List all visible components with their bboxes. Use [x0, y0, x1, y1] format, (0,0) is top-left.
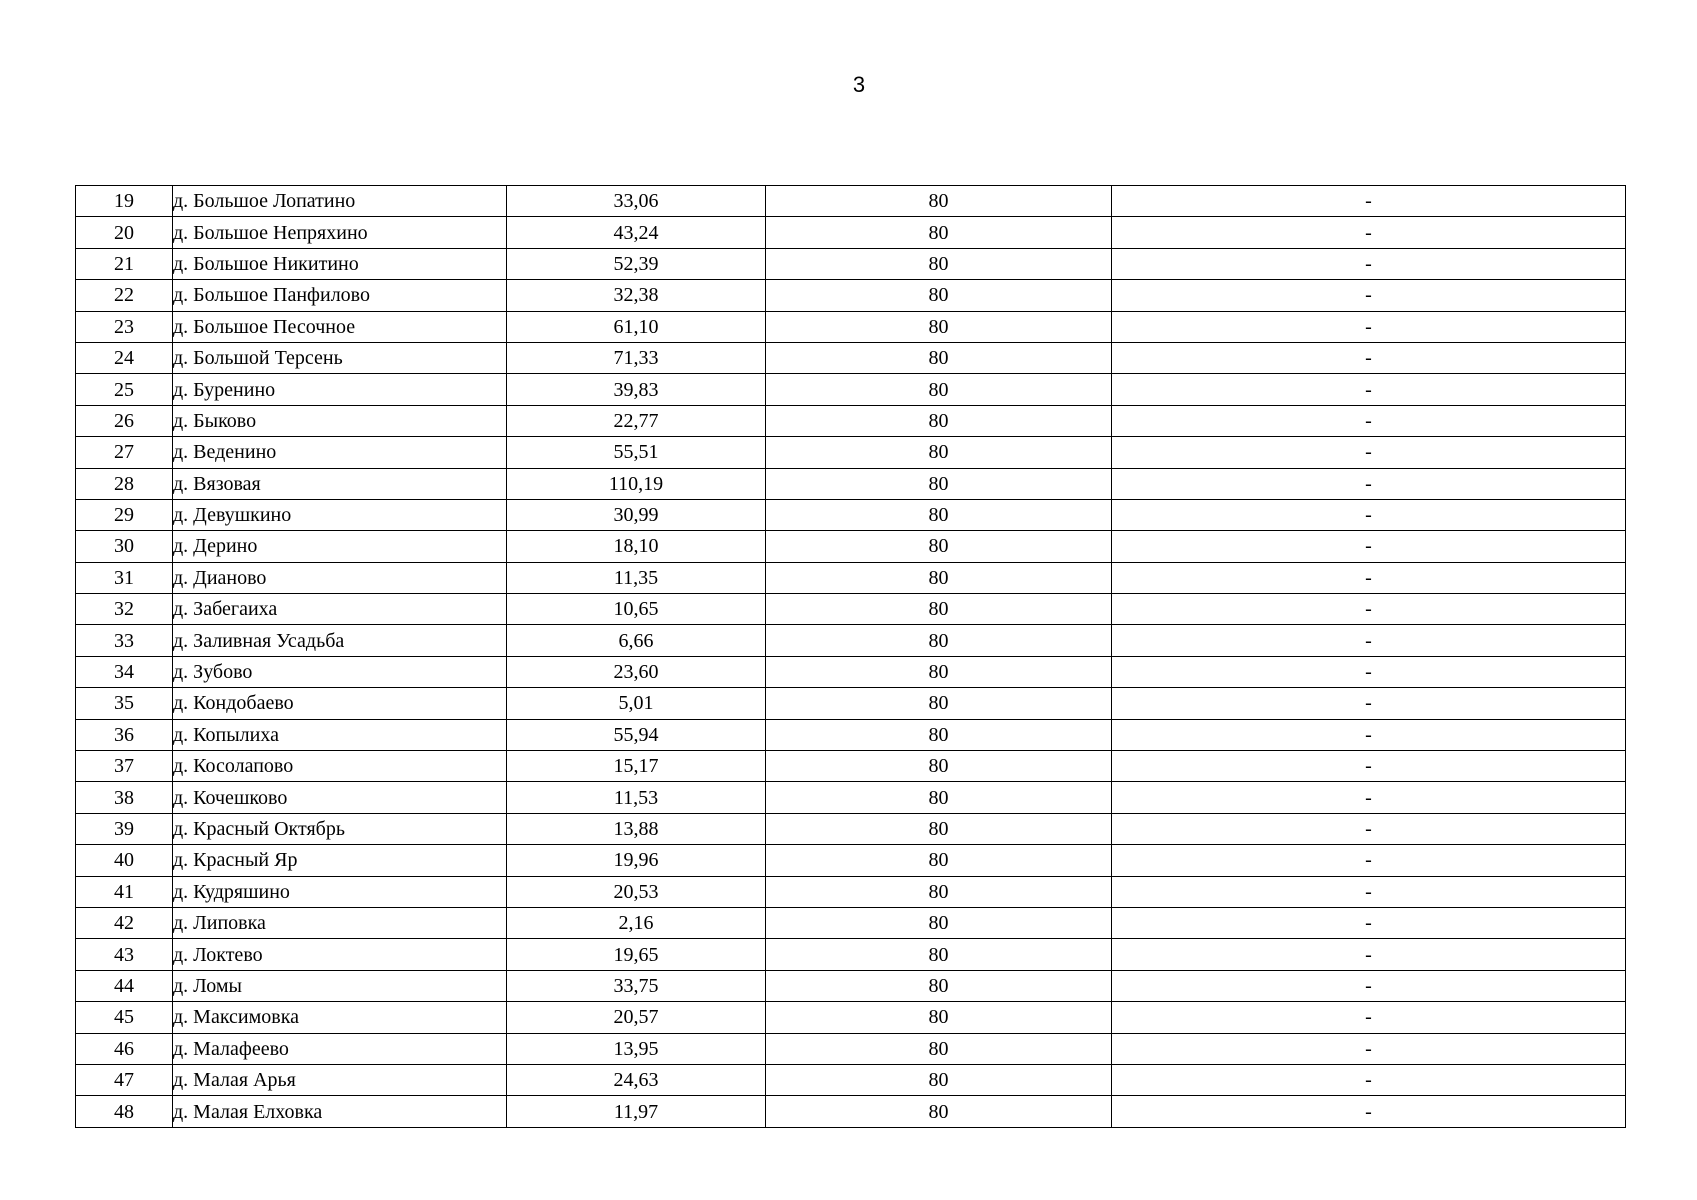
percent-cell: 80 — [766, 782, 1112, 813]
table-row — [76, 437, 1626, 468]
value-cell: 30,99 — [507, 499, 766, 530]
percent-cell: 80 — [766, 499, 1112, 530]
percent-cell: 80 — [766, 656, 1112, 687]
settlement-name-cell: д. Малафеево — [173, 1033, 507, 1064]
table-row — [76, 342, 1626, 373]
settlement-name-cell: д. Веденино — [173, 437, 507, 468]
percent-cell: 80 — [766, 1064, 1112, 1095]
table-row — [76, 751, 1626, 782]
note-cell: - — [1112, 248, 1626, 279]
row-number-cell: 35 — [76, 688, 173, 719]
value-cell: 24,63 — [507, 1064, 766, 1095]
row-number-cell: 44 — [76, 970, 173, 1001]
row-number-cell: 25 — [76, 374, 173, 405]
row-number-cell: 38 — [76, 782, 173, 813]
note-cell: - — [1112, 1064, 1626, 1095]
row-number-cell: 31 — [76, 562, 173, 593]
note-cell: - — [1112, 217, 1626, 248]
settlement-name-cell: д. Кудряшино — [173, 876, 507, 907]
row-number-cell: 41 — [76, 876, 173, 907]
percent-cell: 80 — [766, 813, 1112, 844]
row-number-cell: 34 — [76, 656, 173, 687]
percent-cell: 80 — [766, 186, 1112, 217]
value-cell: 13,88 — [507, 813, 766, 844]
note-cell: - — [1112, 751, 1626, 782]
row-number-cell: 42 — [76, 907, 173, 938]
row-number-cell: 22 — [76, 280, 173, 311]
value-cell: 23,60 — [507, 656, 766, 687]
note-cell: - — [1112, 1096, 1626, 1127]
settlement-name-cell: д. Дианово — [173, 562, 507, 593]
note-cell: - — [1112, 499, 1626, 530]
settlement-name-cell: д. Дерино — [173, 531, 507, 562]
table-row — [76, 1002, 1626, 1033]
percent-cell: 80 — [766, 1002, 1112, 1033]
table-row — [76, 813, 1626, 844]
value-cell: 11,53 — [507, 782, 766, 813]
percent-cell: 80 — [766, 311, 1112, 342]
note-cell: - — [1112, 719, 1626, 750]
note-cell: - — [1112, 876, 1626, 907]
percent-cell: 80 — [766, 1096, 1112, 1127]
value-cell: 33,75 — [507, 970, 766, 1001]
value-cell: 32,38 — [507, 280, 766, 311]
table-row — [76, 1096, 1626, 1127]
percent-cell: 80 — [766, 468, 1112, 499]
settlement-name-cell: д. Быково — [173, 405, 507, 436]
row-number-cell: 33 — [76, 625, 173, 656]
table-row — [76, 688, 1626, 719]
percent-cell: 80 — [766, 217, 1112, 248]
percent-cell: 80 — [766, 625, 1112, 656]
table-row — [76, 970, 1626, 1001]
note-cell: - — [1112, 186, 1626, 217]
value-cell: 22,77 — [507, 405, 766, 436]
settlement-name-cell: д. Копылиха — [173, 719, 507, 750]
percent-cell: 80 — [766, 907, 1112, 938]
settlements-table — [75, 185, 1626, 1128]
table-row — [76, 782, 1626, 813]
table-row — [76, 311, 1626, 342]
table-row — [76, 217, 1626, 248]
table-row — [76, 719, 1626, 750]
value-cell: 6,66 — [507, 625, 766, 656]
table-row — [76, 656, 1626, 687]
value-cell: 43,24 — [507, 217, 766, 248]
settlement-name-cell: д. Красный Яр — [173, 845, 507, 876]
value-cell: 61,10 — [507, 311, 766, 342]
row-number-cell: 24 — [76, 342, 173, 373]
note-cell: - — [1112, 656, 1626, 687]
row-number-cell: 30 — [76, 531, 173, 562]
settlement-name-cell: д. Большое Непряхино — [173, 217, 507, 248]
percent-cell: 80 — [766, 939, 1112, 970]
settlement-name-cell: д. Малая Арья — [173, 1064, 507, 1095]
settlement-name-cell: д. Ломы — [173, 970, 507, 1001]
value-cell: 19,96 — [507, 845, 766, 876]
settlement-name-cell: д. Заливная Усадьба — [173, 625, 507, 656]
row-number-cell: 29 — [76, 499, 173, 530]
note-cell: - — [1112, 1033, 1626, 1064]
row-number-cell: 40 — [76, 845, 173, 876]
table-row — [76, 1064, 1626, 1095]
note-cell: - — [1112, 531, 1626, 562]
value-cell: 71,33 — [507, 342, 766, 373]
note-cell: - — [1112, 970, 1626, 1001]
value-cell: 11,35 — [507, 562, 766, 593]
row-number-cell: 21 — [76, 248, 173, 279]
value-cell: 13,95 — [507, 1033, 766, 1064]
table-row — [76, 499, 1626, 530]
value-cell: 52,39 — [507, 248, 766, 279]
value-cell: 2,16 — [507, 907, 766, 938]
note-cell: - — [1112, 782, 1626, 813]
settlement-name-cell: д. Большое Лопатино — [173, 186, 507, 217]
row-number-cell: 46 — [76, 1033, 173, 1064]
settlement-name-cell: д. Вязовая — [173, 468, 507, 499]
value-cell: 18,10 — [507, 531, 766, 562]
note-cell: - — [1112, 907, 1626, 938]
note-cell: - — [1112, 939, 1626, 970]
note-cell: - — [1112, 342, 1626, 373]
table-row — [76, 374, 1626, 405]
table-row — [76, 405, 1626, 436]
note-cell: - — [1112, 280, 1626, 311]
settlement-name-cell: д. Кочешково — [173, 782, 507, 813]
table-row — [76, 468, 1626, 499]
table-row — [76, 562, 1626, 593]
percent-cell: 80 — [766, 374, 1112, 405]
value-cell: 39,83 — [507, 374, 766, 405]
row-number-cell: 43 — [76, 939, 173, 970]
settlement-name-cell: д. Максимовка — [173, 1002, 507, 1033]
percent-cell: 80 — [766, 437, 1112, 468]
percent-cell: 80 — [766, 845, 1112, 876]
row-number-cell: 37 — [76, 751, 173, 782]
row-number-cell: 19 — [76, 186, 173, 217]
row-number-cell: 23 — [76, 311, 173, 342]
percent-cell: 80 — [766, 342, 1112, 373]
note-cell: - — [1112, 405, 1626, 436]
table-row — [76, 531, 1626, 562]
note-cell: - — [1112, 813, 1626, 844]
settlement-name-cell: д. Забегаиха — [173, 594, 507, 625]
row-number-cell: 36 — [76, 719, 173, 750]
percent-cell: 80 — [766, 531, 1112, 562]
row-number-cell: 39 — [76, 813, 173, 844]
table-row — [76, 907, 1626, 938]
row-number-cell: 27 — [76, 437, 173, 468]
row-number-cell: 26 — [76, 405, 173, 436]
settlement-name-cell: д. Косолапово — [173, 751, 507, 782]
row-number-cell: 20 — [76, 217, 173, 248]
settlement-name-cell: д. Кондобаево — [173, 688, 507, 719]
note-cell: - — [1112, 562, 1626, 593]
note-cell: - — [1112, 437, 1626, 468]
note-cell: - — [1112, 625, 1626, 656]
note-cell: - — [1112, 688, 1626, 719]
row-number-cell: 28 — [76, 468, 173, 499]
percent-cell: 80 — [766, 688, 1112, 719]
note-cell: - — [1112, 845, 1626, 876]
settlement-name-cell: д. Буренино — [173, 374, 507, 405]
percent-cell: 80 — [766, 562, 1112, 593]
value-cell: 55,51 — [507, 437, 766, 468]
settlement-name-cell: д. Девушкино — [173, 499, 507, 530]
row-number-cell: 48 — [76, 1096, 173, 1127]
note-cell: - — [1112, 594, 1626, 625]
table-body — [76, 186, 1626, 1128]
note-cell: - — [1112, 311, 1626, 342]
value-cell: 20,57 — [507, 1002, 766, 1033]
value-cell: 10,65 — [507, 594, 766, 625]
value-cell: 20,53 — [507, 876, 766, 907]
table-row — [76, 625, 1626, 656]
settlement-name-cell: д. Зубово — [173, 656, 507, 687]
settlement-name-cell: д. Большое Панфилово — [173, 280, 507, 311]
settlement-name-cell: д. Липовка — [173, 907, 507, 938]
table-row — [76, 1033, 1626, 1064]
percent-cell: 80 — [766, 405, 1112, 436]
page-number: 3 — [852, 72, 866, 97]
percent-cell: 80 — [766, 719, 1112, 750]
percent-cell: 80 — [766, 1033, 1112, 1064]
table-row — [76, 186, 1626, 217]
table-row — [76, 876, 1626, 907]
row-number-cell: 32 — [76, 594, 173, 625]
percent-cell: 80 — [766, 594, 1112, 625]
value-cell: 33,06 — [507, 186, 766, 217]
value-cell: 55,94 — [507, 719, 766, 750]
settlement-name-cell: д. Локтево — [173, 939, 507, 970]
note-cell: - — [1112, 374, 1626, 405]
settlement-name-cell: д. Большой Терсень — [173, 342, 507, 373]
percent-cell: 80 — [766, 876, 1112, 907]
percent-cell: 80 — [766, 970, 1112, 1001]
table-row — [76, 248, 1626, 279]
row-number-cell: 45 — [76, 1002, 173, 1033]
table-row — [76, 845, 1626, 876]
table-row — [76, 939, 1626, 970]
settlement-name-cell: д. Большое Никитино — [173, 248, 507, 279]
settlement-name-cell: д. Малая Елховка — [173, 1096, 507, 1127]
row-number-cell: 47 — [76, 1064, 173, 1095]
table-row — [76, 594, 1626, 625]
settlement-name-cell: д. Большое Песочное — [173, 311, 507, 342]
percent-cell: 80 — [766, 248, 1112, 279]
settlement-name-cell: д. Красный Октябрь — [173, 813, 507, 844]
table-row — [76, 280, 1626, 311]
percent-cell: 80 — [766, 751, 1112, 782]
note-cell: - — [1112, 1002, 1626, 1033]
value-cell: 15,17 — [507, 751, 766, 782]
note-cell: - — [1112, 468, 1626, 499]
value-cell: 19,65 — [507, 939, 766, 970]
percent-cell: 80 — [766, 280, 1112, 311]
value-cell: 5,01 — [507, 688, 766, 719]
value-cell: 11,97 — [507, 1096, 766, 1127]
value-cell: 110,19 — [507, 468, 766, 499]
